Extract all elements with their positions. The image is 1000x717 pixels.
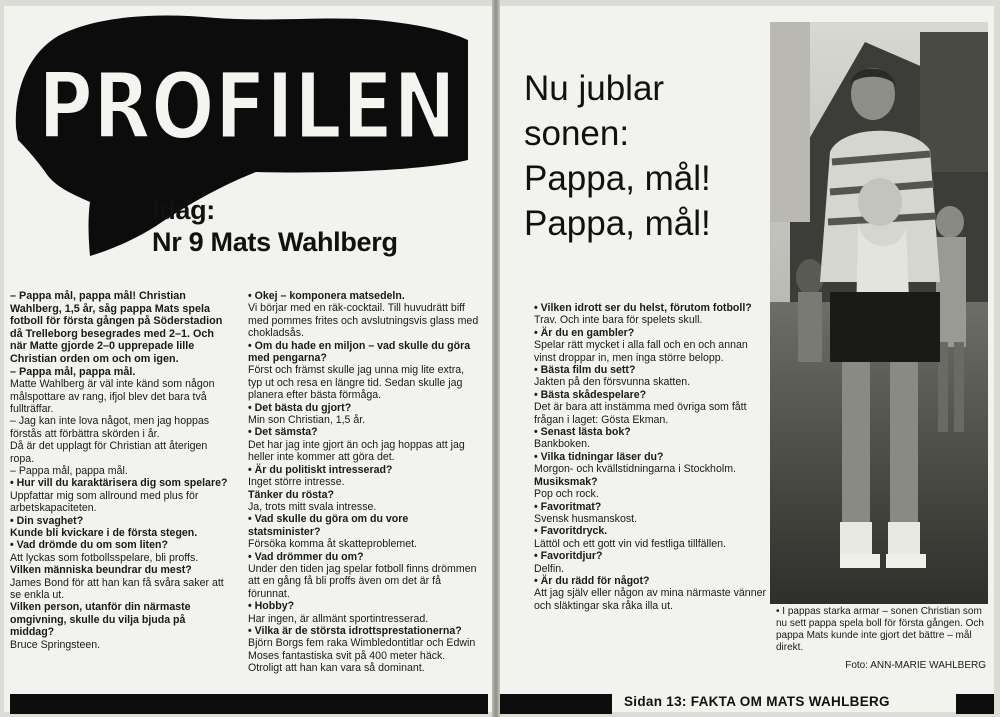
answer-line: Spelar rätt mycket i alla fall och en och annan vinst droppar in, men inga större belopp. <box>534 339 748 364</box>
answer-line: Att jag själv eller någon av mina närmaste vänner och släktingar ska råka illa ut. <box>534 587 767 612</box>
question-line: • Bästa film du sett? <box>534 364 636 377</box>
answer-line: Min son Christian, 1,5 år. <box>248 414 366 427</box>
answer-line: Har ingen, är allmänt sportintresserad. <box>248 612 429 625</box>
answer-line: – Pappa mål, pappa mål. <box>10 465 128 477</box>
answer-line: – Jag kan inte lova något, men jag hoppas förstås att förbättra skörden i år. <box>10 415 210 440</box>
photo-illustration <box>770 22 988 604</box>
answer-line: James Bond för att han kan få svåra saker att se enkla ut. <box>10 576 224 602</box>
question-line: Vilken människa beundrar du mest? <box>10 564 192 577</box>
question-line: • Vilka tidningar läser du? <box>534 450 664 463</box>
question-line: • Bästa skådespelare? <box>534 388 647 401</box>
answer-line: Inget större intresse. <box>248 476 345 489</box>
question-line: • Okej – komponera matsedeln. <box>248 290 405 302</box>
player-photo <box>770 22 988 604</box>
answer-line: Det har jag inte gjort än och jag hoppas att jag heller inte kommer att göra det. <box>248 438 465 464</box>
question-line: • Hur vill du karaktärisera dig som spelare? <box>10 477 228 490</box>
article-column-2 <box>248 290 480 675</box>
question-line: Vilken person, utanför din närmaste omgivning, skulle du vilja bjuda på middag? <box>10 601 191 639</box>
intro-line: – Pappa mål, pappa mål! Christian Wahlberg, 1,5 år, såg pappa Mats spela fotboll för första gången på Söderstadion då Trelleborg besegrades med 2–1. Och när Matte gjorde 2–0 upprepade lille Christian orden om och om igen. <box>10 290 223 365</box>
question-line: • Din svaghet? <box>10 514 84 527</box>
question-line: • Senast lästa bok? <box>534 426 631 439</box>
issue-heading <box>152 194 398 258</box>
answer-line: Trav. Och inte bara för spelets skull. <box>534 314 703 327</box>
question-line: • Vad drömde du om som liten? <box>10 539 168 552</box>
question-line: • Om du hade en miljon – vad skulle du göra med pengarna? <box>248 339 471 365</box>
question-line: • Hobby? <box>248 600 295 613</box>
answer-line: Att lyckas som fotbollsspelare, bli proffs. <box>10 551 199 564</box>
subject-title: Nr 9 Mats Wahlberg <box>152 227 398 257</box>
logo-text: PROFILEN <box>38 53 456 160</box>
answer-line: Först och främst skulle jag unna mig lite extra, typ ut och resa en längre tid. Sedan skulle jag planera efter bästa förmåga. <box>248 364 465 402</box>
question-line: • Det bästa du gjort? <box>248 401 352 414</box>
headline-line: sonen: <box>524 114 630 153</box>
question-line: • Är du politiskt intresserad? <box>248 463 393 476</box>
question-line: • Det sämsta? <box>248 426 318 439</box>
left-page <box>4 6 492 712</box>
answer-line: Lättöl och ett gott vin vid festliga tillfällen. <box>534 537 726 550</box>
question-line: • Är du rädd för något? <box>534 574 650 587</box>
answer-line: Då är det upplagt för Christian att återigen ropa. <box>10 440 208 465</box>
answer-line: Under den tiden jag spelar fotboll finns drömmen att en gång få bli proffs även om det är få förunnat. <box>248 562 477 600</box>
answer-line: Ja, trots mitt svala intresse. <box>248 500 377 513</box>
article-column-3 <box>534 302 768 612</box>
headline <box>524 66 764 246</box>
question-line: Kunde bli kvickare i de första stegen. <box>10 527 198 540</box>
answer-line: Vi börjar med en räk-cocktail. Till huvudrätt biff med pommes frites och avslutningsvis glass med chokladsås. <box>248 302 479 340</box>
idag-label: Idag: <box>152 195 215 225</box>
headline-line: Pappa, mål! <box>524 204 711 243</box>
answer-line: Försöka komma åt skatteproblemet. <box>248 538 417 551</box>
question-line: • Vilken idrott ser du helst, förutom fotboll? <box>534 302 752 314</box>
answer-line: Svensk husmanskost. <box>534 512 638 525</box>
photo-caption: • I pappas starka armar – sonen Christian som nu sett pappa spela boll för första gången. Och pappa Mats kunde inte gjort det bättre – mål direkt. <box>776 606 984 653</box>
question-line: Musiksmak? <box>534 475 598 488</box>
page-footer: Sidan 13: FAKTA OM MATS WAHLBERG <box>624 694 890 709</box>
headline-line: Nu jublar <box>524 69 665 108</box>
answer-line: Bankboken. <box>534 438 590 451</box>
question-line: • Vilka är de största idrottsprestationerna? <box>248 624 462 637</box>
question-line: Tänker du rösta? <box>248 488 334 501</box>
footer-bar-left <box>10 694 488 714</box>
answer-line: Jakten på den försvunna skatten. <box>534 376 691 389</box>
page-gutter <box>492 0 500 717</box>
headline-line: Pappa, mål! <box>524 159 711 198</box>
answer-line: Delfin. <box>534 562 565 575</box>
question-line: • Är du en gambler? <box>534 326 635 339</box>
question-line: • Favoritdjur? <box>534 550 603 563</box>
answer-line: Det är bara att instämma med övriga som fått frågan i laget: Gösta Ekman. <box>534 401 747 426</box>
answer-line: Björn Borgs fem raka Wimbledontitlar och Edwin Moses fantastiska svit på 400 meter häck. Otroligt att han kan vara så dominant. <box>248 637 476 675</box>
photo-credit: Foto: ANN-MARIE WAHLBERG <box>845 660 986 671</box>
answer-line: Uppfattar mig som allround med plus för arbetskapaciteten. <box>10 489 199 515</box>
question-line: • Vad drömmer du om? <box>248 550 364 563</box>
question-line: • Vad skulle du göra om du vore statsminister? <box>248 513 409 538</box>
footer-bar-right <box>500 694 612 714</box>
answer-line: Bruce Springsteen. <box>10 638 101 651</box>
article-column-1 <box>10 290 228 651</box>
answer-line: Pop och rock. <box>534 488 599 501</box>
right-page <box>500 6 994 712</box>
intro-line: – Pappa mål, pappa mål. <box>10 365 136 378</box>
answer-line: Morgon- och kvällstidningarna i Stockholm. <box>534 463 736 476</box>
question-line: • Favoritdryck. <box>534 525 608 538</box>
question-line: • Favoritmat? <box>534 500 602 513</box>
footer-bar-end <box>956 694 994 714</box>
answer-line: Matte Wahlberg är väl inte känd som någon målspottare av rang, ifjol blev det bara två fullträffar. <box>10 378 215 415</box>
